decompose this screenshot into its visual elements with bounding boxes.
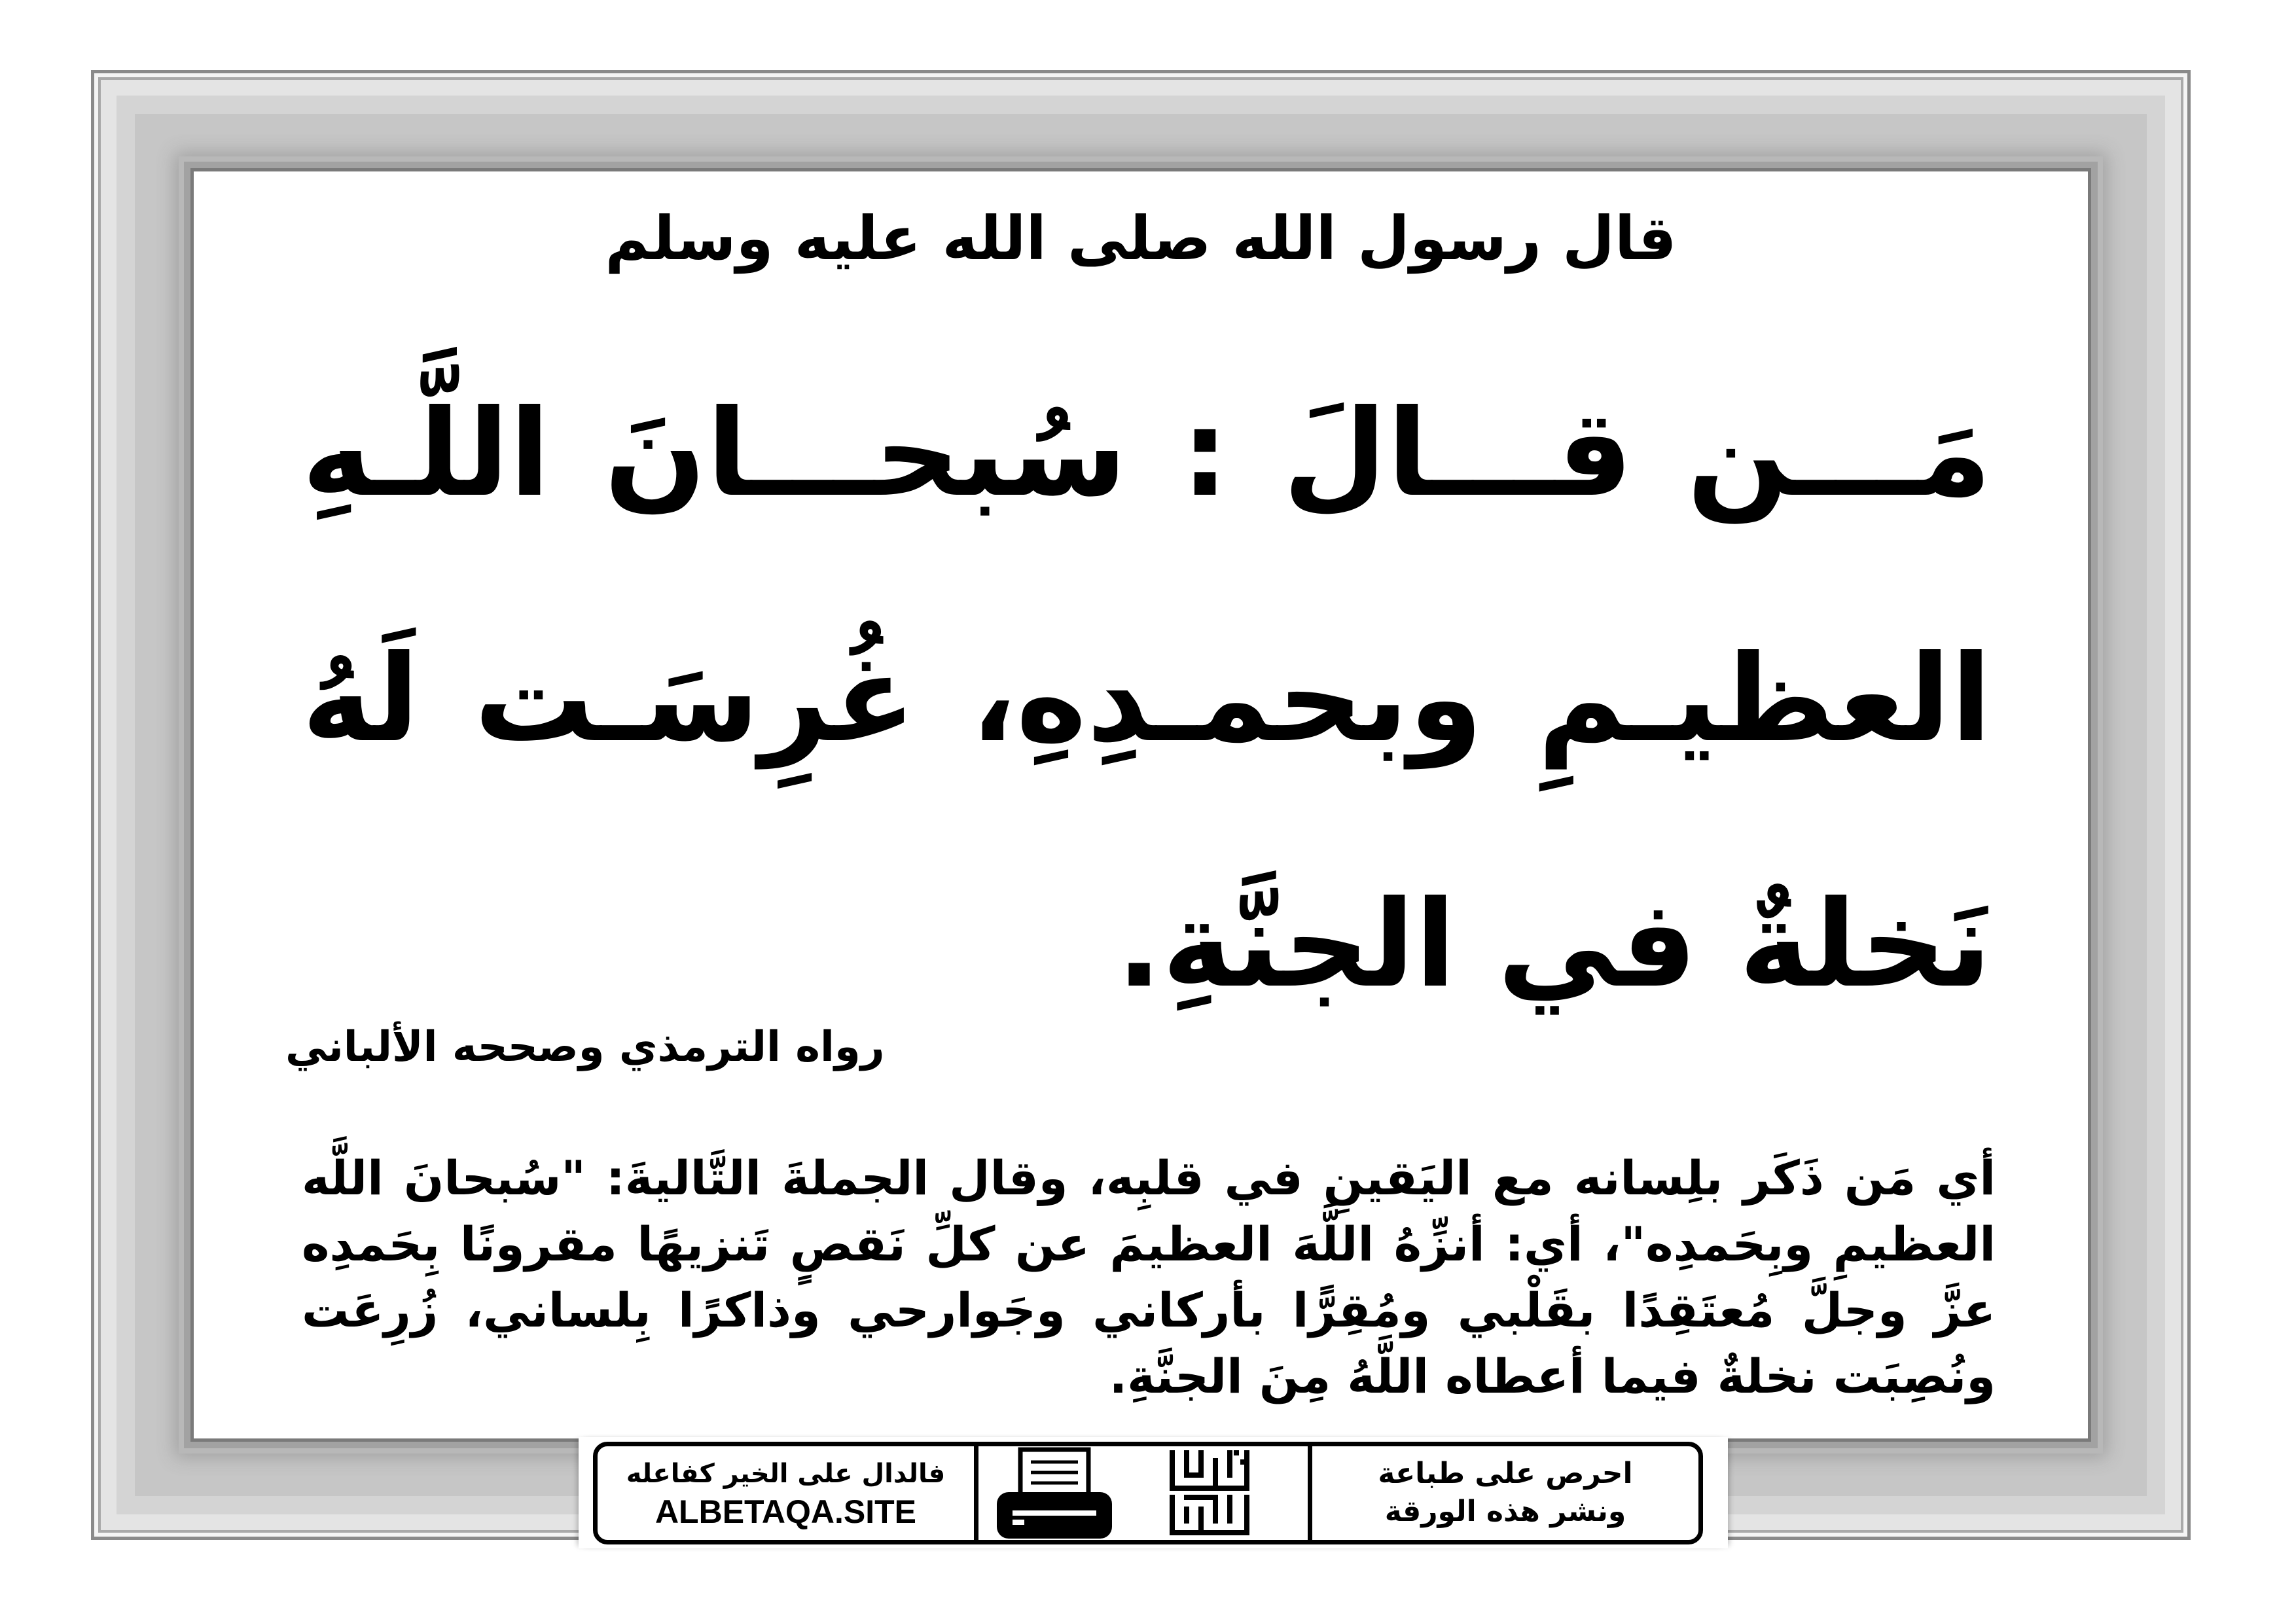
footer-motto: فالدال على الخير كفاعله — [626, 1459, 946, 1489]
explanation-line-text: أي مَن ذَكَر بلِسانه مع اليَقينِ في قلبِه، وقال الجملةَ التَّاليةَ: "سُبحانَ اللَّه — [302, 1150, 1996, 1205]
hadith-line-text: العظيـمِ وبحمـدِهِ، غُرِسَـت لَهُ — [302, 630, 1992, 769]
hadith-text — [300, 331, 1992, 1067]
footer-print-call-section — [1312, 1446, 1698, 1540]
explanation-line — [300, 1344, 1996, 1410]
explanation-paragraph — [300, 1145, 1996, 1410]
hadith-source: رواه الترمذي وصححه الألباني — [285, 1023, 885, 1071]
footer-print-call-line: ونشر هذه الورقة — [1384, 1495, 1626, 1528]
explanation-line-text: عزَّ وجلَّ مُعتَقِدًا بقَلْبي ومُقِرًّا بأركاني وجَوارحي وذاكرًا بِلساني، زُرِعَت — [302, 1283, 1996, 1338]
explanation-line — [300, 1145, 1996, 1211]
footer-bar — [593, 1442, 1703, 1544]
footer-motto-section — [598, 1446, 974, 1540]
hadith-line-text: نَخلةٌ في الجنَّةِ. — [1116, 875, 1992, 1014]
printer-body — [997, 1492, 1112, 1539]
hadith-line — [300, 331, 1992, 577]
footer-print-call-line: احرص على طباعة — [1378, 1457, 1633, 1490]
explanation-line-text: العظيمِ وبِحَمدِه"، أي: أنزِّهُ اللَّهَ العظيمَ عن كلِّ نَقصٍ تَنزيهًا مقرونًا بِحَمدِه — [302, 1217, 1996, 1272]
printer-icon — [996, 1446, 1113, 1540]
hadith-line — [300, 577, 1992, 822]
hadith-intro: قال رسول الله صلى الله عليه وسلم — [605, 204, 1677, 274]
footer-site-name: ALBETAQA.SITE — [655, 1493, 917, 1530]
explanation-line-text: ونُصِبَت نخلةٌ فيما أعطاه اللَّهُ مِنَ الجنَّةِ. — [1109, 1349, 1996, 1404]
explanation-line — [300, 1277, 1996, 1344]
footer-divider — [1308, 1446, 1312, 1540]
footer-divider — [974, 1446, 978, 1540]
dawat-alwaraqa-logo — [1167, 1448, 1252, 1538]
hadith-line-text: مَـــن قـــالَ : سُبحـــانَ اللَّـهِ — [302, 384, 1992, 524]
explanation-line — [300, 1211, 1996, 1277]
